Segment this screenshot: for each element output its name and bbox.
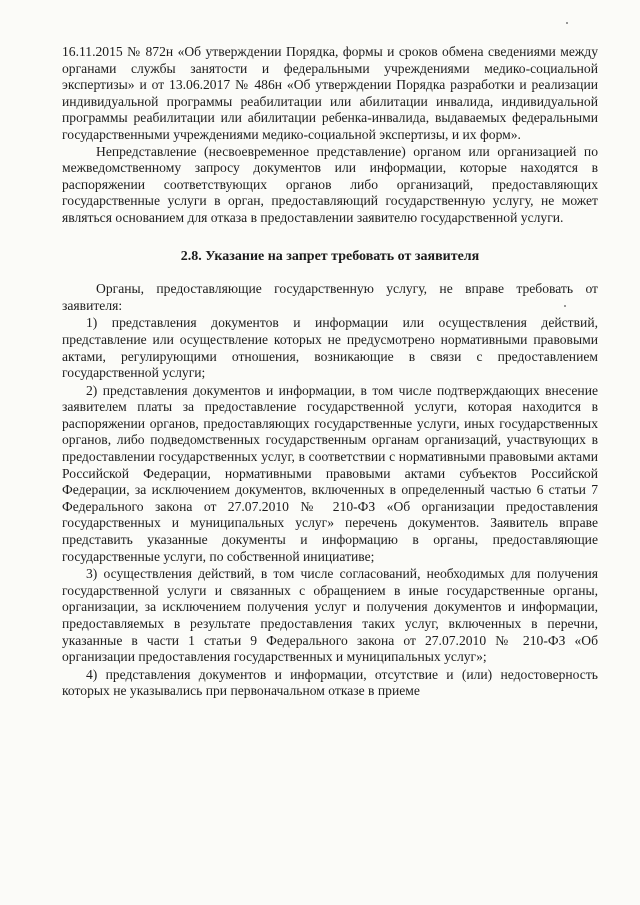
section-heading: 2.8. Указание на запрет требовать от заявителя (180, 248, 480, 264)
continuation-paragraph: 16.11.2015 № 872н «Об утверждении Порядка, формы и сроков обмена сведениями между органами службы занятости и федеральными учреждениями медико-социальной экспертизы» и от 13.06.2017 № 486н «Об утверждении Порядка разработки и реализации индивидуальной программы реабилитации или абилитации инвалида, индивидуальной программы реабилитации или абилитации ребенка-инвалида, выдаваемых федеральными государственными учреждениями медико-социальной экспертизы, и их форм». (62, 44, 598, 142)
list-item-1: 1) представления документов и информации или осуществления действий, представление или осуществление которых не предусмотрено нормативными правовыми актами, регулирующими отношения, возникающие в связи с предоставлением государственной услуги; (62, 315, 598, 381)
list-item-2: 2) представления документов и информации, в том числе подтверждающих внесение заявителем платы за предоставление государственной услуги, которая находится в распоряжении органов, предоставляющих государственные услуги, иных государственных органов, либо подведомственных государственным органам организаций, участвующих в предоставлении государственных услуг, в соответствии с нормативными правовыми актами Российской Федерации, нормативными правовыми актами субъектов Российской Федерации, за исключением документов, включенных в определенный частью 6 статьи 7 Федерального закона от 27.07.2010 № 210-ФЗ «Об организации предоставления государственных и муниципальных услуг» перечень документов. Заявитель вправе представить указанные документы и информацию в органы, предоставляющие государственные услуги, по собственной инициативе; (62, 382, 598, 564)
scan-speck (566, 22, 568, 24)
intro-paragraph: Органы, предоставляющие государственную услугу, не вправе требовать от заявителя: (62, 281, 598, 313)
nonsubmission-paragraph: Непредставление (несвоевременное представление) органом или организацией по межведомственному запросу документов или информации, которые находятся в распоряжении соответствующих органов либо организаций, предоставляющих государственные услуги в орган, предоставляющий государственную услугу, не может являться основанием для отказа в предоставлении заявителю государственной услуги. (62, 143, 598, 225)
list-item-4: 4) представления документов и информации, отсутствие и (или) недостоверность которых не указывались при первоначальном отказе в приеме (62, 666, 598, 699)
list-item-3: 3) осуществления действий, в том числе согласований, необходимых для получения государственной услуги и связанных с обращением в иные государственные органы, организации, за исключением получения услуг и получения документов и информации, предоставляемых в результате предоставления таких услуг, включенных в перечни, указанные в части 1 статьи 9 Федерального закона от 27.07.2010 № 210-ФЗ «Об организации предоставления государственных и муниципальных услуг»; (62, 566, 598, 665)
document-body (62, 44, 598, 700)
